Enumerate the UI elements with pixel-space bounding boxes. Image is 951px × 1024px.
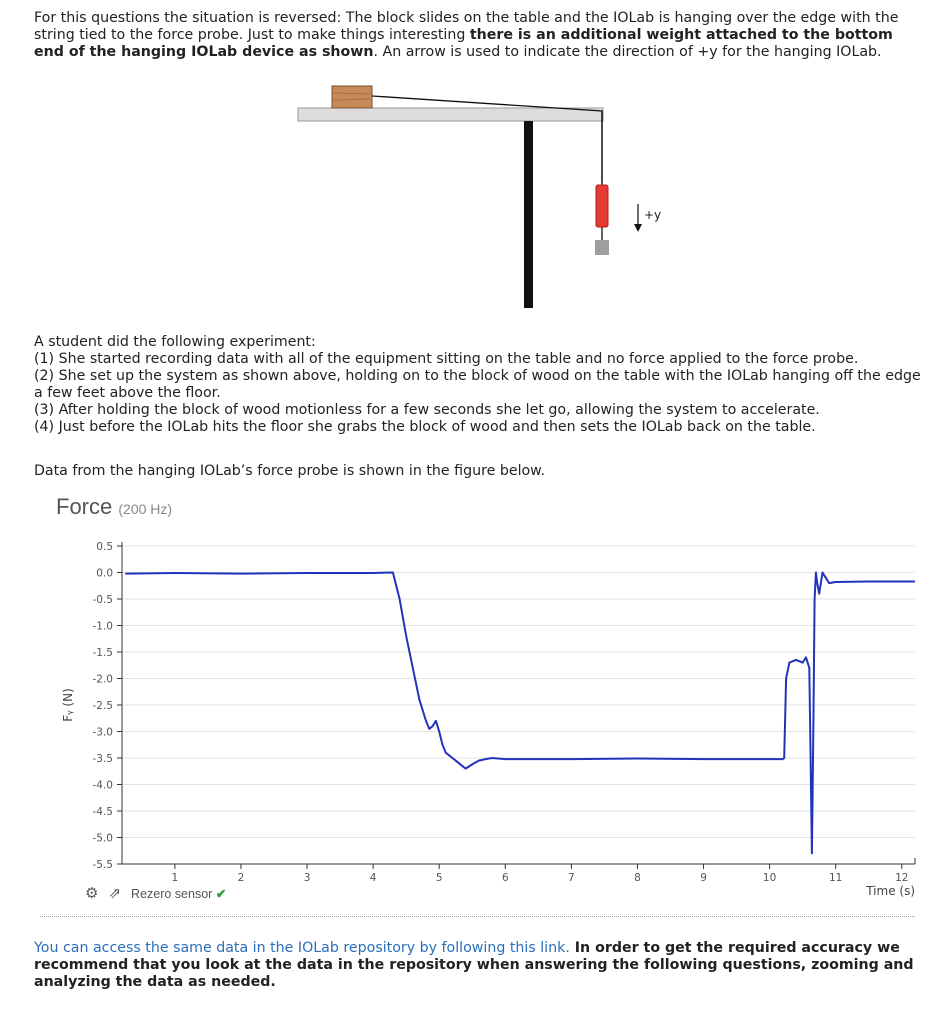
- y-tick-label: -5.0: [92, 832, 113, 845]
- x-tick-label: 2: [237, 872, 245, 884]
- y-arrow-head: [634, 224, 642, 232]
- external-link-icon[interactable]: ⇗: [108, 885, 122, 902]
- intro-bold-text: there is an additional weight attached to the bottom end of the hanging IOLab device as shown: [34, 27, 893, 60]
- setup-diagram: [290, 80, 662, 315]
- y-arrow-label: +y: [644, 208, 662, 222]
- y-tick-label: -2.0: [92, 673, 113, 686]
- experiment-description: [34, 334, 924, 436]
- y-tick-label: 0.0: [96, 567, 113, 580]
- x-tick-label: 10: [762, 872, 777, 884]
- table-leg: [524, 121, 533, 308]
- table-top: [298, 108, 603, 121]
- x-tick-label: 4: [369, 872, 377, 884]
- x-tick-label: 7: [568, 872, 575, 884]
- experiment-step: (2) She set up the system as shown above, holding on to the block of wood on the table with the IOLab hanging off the edge a few feet above the floor.: [34, 368, 921, 401]
- x-tick-label: 11: [829, 872, 843, 884]
- y-tick-label: -4.0: [92, 779, 113, 792]
- check-icon: ✔: [215, 886, 227, 901]
- y-tick-label: -1.0: [92, 620, 113, 633]
- divider: [40, 916, 915, 917]
- hanging-weight: [595, 240, 609, 255]
- experiment-step: (1) She started recording data with all of the equipment sitting on the table and no force applied to the force probe.: [34, 351, 859, 367]
- y-axis-label: Fᵧ (N): [61, 688, 75, 722]
- x-tick-label: 1: [171, 872, 179, 884]
- y-tick-label: -3.0: [92, 726, 113, 739]
- x-tick-label: 5: [435, 872, 443, 884]
- y-tick-label: -2.5: [92, 700, 113, 712]
- x-tick-label: 8: [634, 872, 641, 884]
- rezero-sensor-button[interactable]: [131, 886, 226, 901]
- intro-text: For this questions the situation is reversed: The block slides on the table and the IOLab is hanging over the edge with the string tied to the force probe. Just to make things interesting: [34, 10, 899, 43]
- data-intro-text: Data from the hanging IOLab’s force probe is shown in the figure below.: [34, 463, 545, 479]
- wood-block: [332, 86, 372, 108]
- gear-icon[interactable]: ⚙: [85, 885, 99, 902]
- chart-canvas: [40, 492, 940, 912]
- chart-title-text: Force: [56, 494, 113, 519]
- experiment-heading: A student did the following experiment:: [34, 334, 316, 350]
- chart-title: [56, 494, 172, 520]
- x-tick-label: 3: [303, 872, 311, 884]
- y-tick-label: -0.5: [92, 594, 113, 606]
- experiment-step: (3) After holding the block of wood motionless for a few seconds she let go, allowing the system to accelerate.: [34, 402, 820, 418]
- x-tick-label: 12: [895, 872, 909, 884]
- chart-sample-rate: (200 Hz): [118, 501, 173, 517]
- y-tick-label: -3.5: [92, 753, 113, 765]
- chart-footer: [85, 884, 226, 902]
- force-chart: [40, 492, 940, 912]
- intro-text-end: . An arrow is used to indicate the direction of +y for the hanging IOLab.: [373, 44, 882, 60]
- x-axis-label: Time (s): [866, 884, 915, 898]
- repository-note: [34, 940, 924, 991]
- experiment-step: (4) Just before the IOLab hits the floor she grabs the block of wood and then sets the IOLab back on the table.: [34, 419, 816, 435]
- iolab-device: [596, 185, 608, 227]
- y-tick-label: 0.5: [96, 541, 113, 553]
- y-tick-label: -4.5: [92, 806, 113, 818]
- rezero-label: Rezero sensor: [131, 886, 213, 901]
- y-tick-label: -1.5: [92, 647, 113, 659]
- intro-paragraph: [34, 10, 924, 61]
- repository-note-bold: In order to get the required accuracy we recommend that you look at the data in the repository when answering the following questions, zooming and analyzing the data as needed.: [34, 940, 914, 990]
- x-tick-label: 6: [501, 872, 509, 884]
- y-tick-label: -5.5: [92, 859, 113, 871]
- x-tick-label: 9: [700, 872, 707, 884]
- repository-link[interactable]: You can access the same data in the IOLab repository by following this link.: [34, 940, 570, 956]
